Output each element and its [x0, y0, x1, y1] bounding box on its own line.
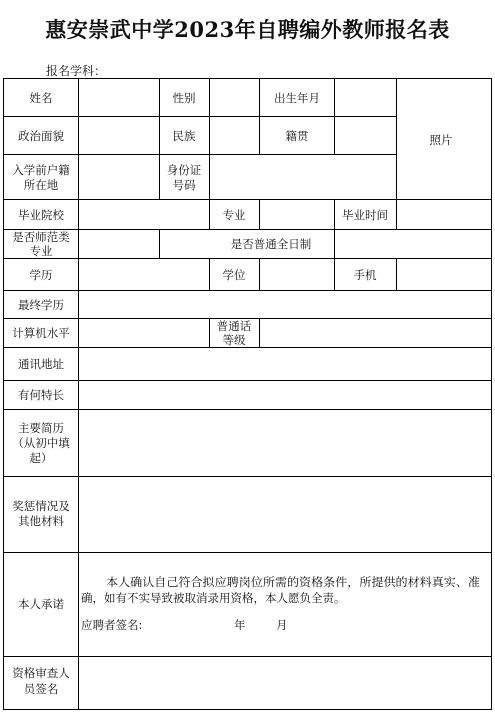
- label-native-place: 籍贯: [285, 129, 309, 143]
- label-resume-line2: （从初中填: [12, 436, 70, 450]
- label-fulltime: 是否普通全日制: [230, 237, 312, 251]
- label-review-line1: 资格审查人: [12, 666, 70, 680]
- label-grad-time: 毕业时间: [342, 208, 388, 222]
- label-mandarin-line2: 等级: [222, 333, 246, 347]
- form-title: 惠安崇武中学2023年自聘编外教师报名表: [45, 17, 450, 42]
- label-mandarin-line1: 普通话: [216, 319, 252, 333]
- label-education: 学历: [29, 268, 53, 282]
- label-pledge: 本人承诺: [18, 597, 64, 611]
- label-major: 专业: [222, 208, 246, 222]
- label-school: 毕业院校: [18, 208, 64, 222]
- label-review-line2: 员签名: [23, 682, 59, 696]
- label-hukou-line2: 所在地: [23, 178, 59, 192]
- label-name: 姓名: [29, 91, 53, 105]
- label-resume-line3: 起）: [29, 451, 53, 465]
- label-final-edu: 最终学历: [18, 298, 64, 312]
- label-politics: 政治面貌: [18, 129, 64, 143]
- label-awards-line1: 奖惩情况及: [12, 499, 70, 513]
- signature-month: 月: [276, 618, 288, 632]
- label-ethnicity: 民族: [172, 129, 196, 143]
- subject-label: 报名学科：: [46, 64, 107, 78]
- label-hukou-line1: 入学前户籍: [12, 163, 70, 177]
- pledge-text-line1: 本人确认自己符合拟应聘岗位所需的资格条件，所提供的材料真实、准: [106, 575, 481, 589]
- label-resume-line1: 主要简历: [18, 421, 64, 435]
- signature-year: 年: [234, 618, 246, 632]
- label-degree: 学位: [222, 268, 246, 282]
- label-id-line2: 号码: [172, 178, 196, 192]
- signature-label: 应聘者签名:: [81, 618, 143, 632]
- label-address: 通讯地址: [18, 357, 64, 371]
- table-border: [4, 79, 492, 710]
- label-awards-line2: 其他材料: [18, 514, 64, 528]
- label-phone: 手机: [353, 268, 377, 282]
- pledge-text-line2: 确，如有不实导致被取消录用资格，本人愿负全责。: [81, 591, 346, 605]
- label-computer: 计算机水平: [12, 326, 70, 340]
- label-birth: 出生年月: [274, 91, 320, 105]
- label-normal-line2: 专业: [29, 244, 53, 258]
- label-photo: 照片: [429, 133, 453, 147]
- label-id-line1: 身份证: [166, 163, 202, 177]
- label-specialty: 有何特长: [18, 388, 64, 402]
- label-gender: 性别: [172, 91, 196, 105]
- label-normal-line1: 是否师范类: [12, 230, 70, 244]
